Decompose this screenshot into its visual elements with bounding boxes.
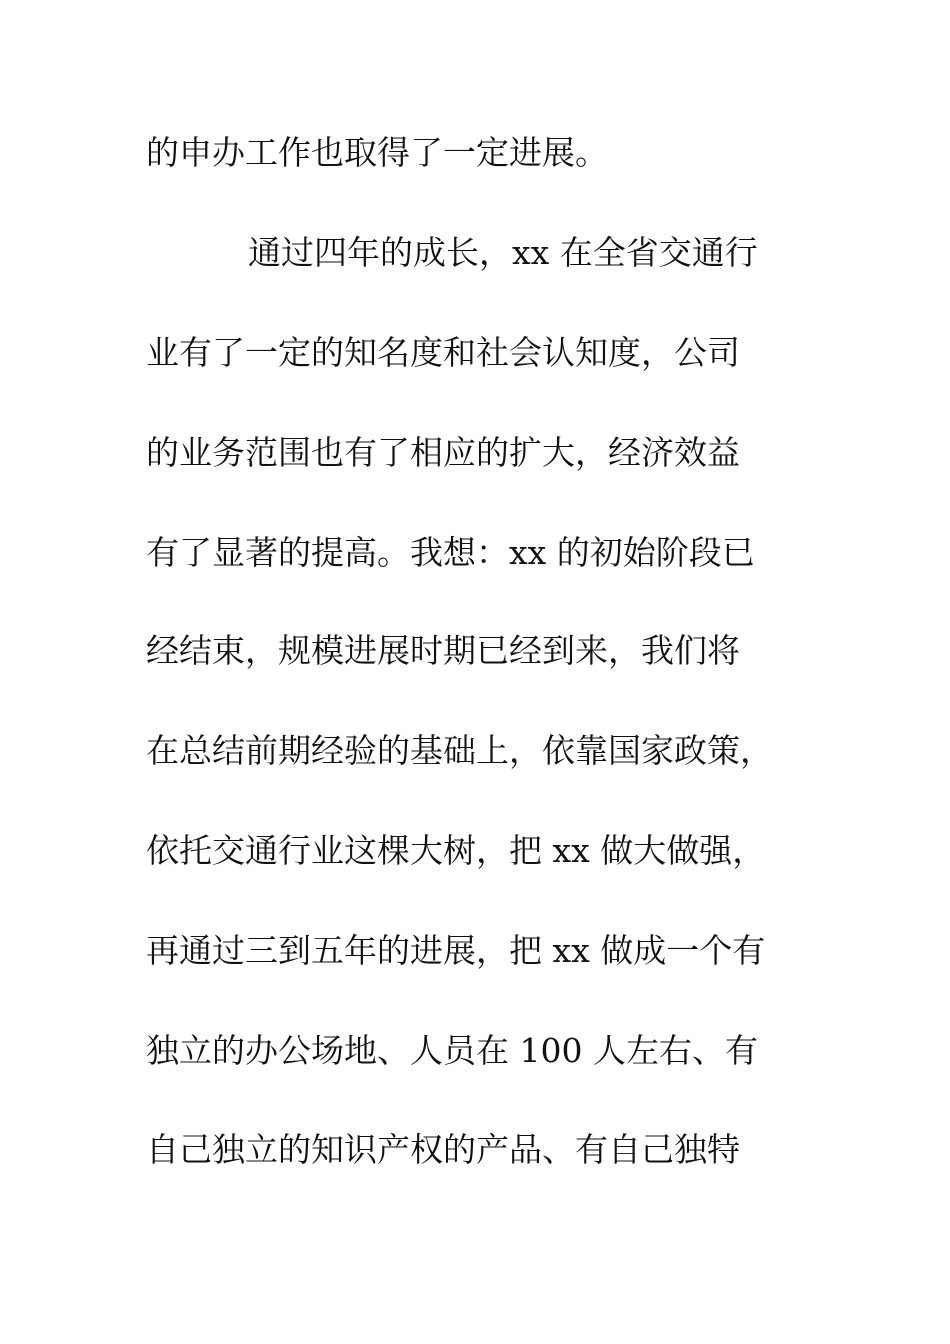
text-line-8: 依托交通行业这棵大树，把 xx 做大做强，: [146, 831, 766, 870]
text-line-3: 业有了一定的知名度和社会认知度，公司: [146, 333, 740, 372]
text-line-9: 再通过三到五年的进展，把 xx 做成一个有: [146, 931, 766, 970]
text-line-10: 独立的办公场地、人员在 100 人左右、有: [146, 1031, 758, 1070]
text-line-2: 通过四年的成长，xx 在全省交通行: [248, 233, 758, 272]
text-line-6: 经结束，规模进展时期已经到来，我们将: [146, 631, 740, 670]
text-line-4: 的业务范围也有了相应的扩大，经济效益: [146, 433, 740, 472]
text-line-1: 的申办工作也取得了一定进展。: [146, 133, 608, 172]
text-line-11: 自己独立的知识产权的产品、有自己独特: [146, 1130, 740, 1169]
text-line-5: 有了显著的提高。我想：xx 的初始阶段已: [146, 533, 755, 572]
text-line-7: 在总结前期经验的基础上，依靠国家政策，: [146, 731, 773, 770]
